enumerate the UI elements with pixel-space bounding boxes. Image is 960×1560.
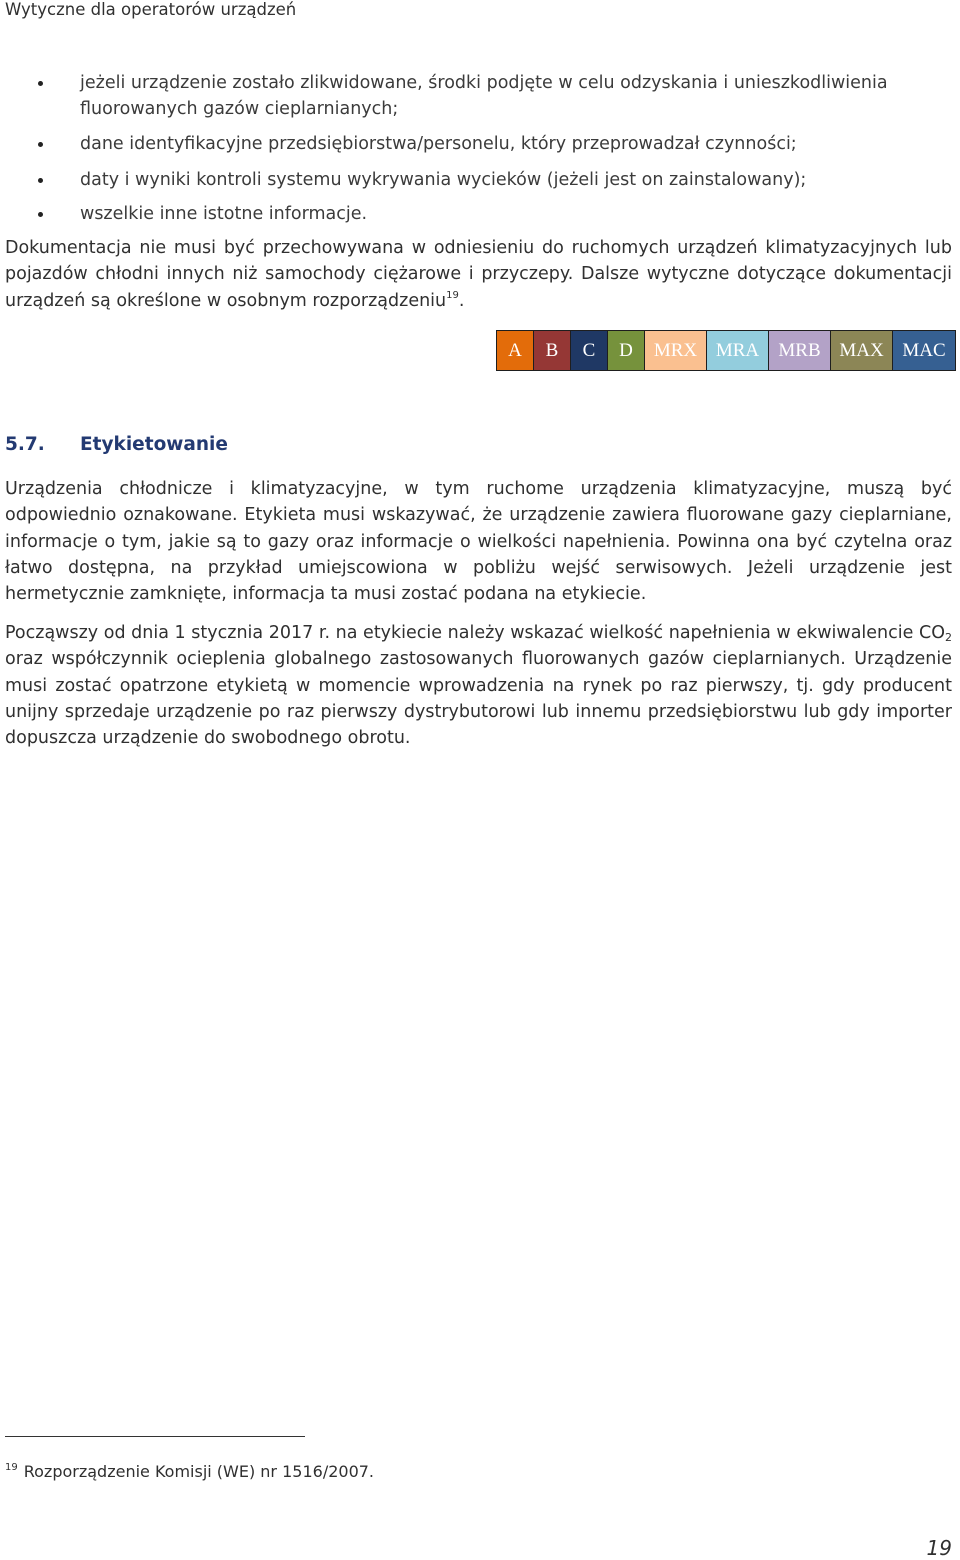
section-heading bbox=[5, 434, 228, 455]
category-code-bar bbox=[496, 330, 956, 371]
bullet-icon bbox=[38, 212, 43, 217]
list-item-line: wszelkie inne istotne informacje. bbox=[80, 204, 368, 224]
category-code-mac: MAC bbox=[893, 331, 955, 370]
section-title: Etykietowanie bbox=[80, 434, 228, 455]
section-number: 5.7. bbox=[5, 434, 45, 455]
running-header: Wytyczne dla operatorów urządzeń bbox=[5, 0, 297, 19]
category-code-mra: MRA bbox=[707, 331, 769, 370]
category-code-max: MAX bbox=[831, 331, 893, 370]
footnote-separator bbox=[5, 1436, 305, 1437]
category-code-d: D bbox=[608, 331, 645, 370]
subscript: 2 bbox=[945, 631, 952, 644]
paragraph-end: . bbox=[458, 290, 465, 311]
category-code-b: B bbox=[534, 331, 571, 370]
bullet-icon bbox=[38, 81, 43, 86]
page-number: 19 bbox=[926, 1536, 952, 1560]
footnote-text: Rozporządzenie Komisji (WE) nr 1516/2007. bbox=[23, 1462, 375, 1481]
label-requirements-paragraph bbox=[5, 620, 952, 751]
paragraph-text: Dokumentacja nie musi być przechowywana w odniesieniu do ruchomych urządzeń klimatyzacyjnych lub pojazdów chłodni innych niż samochody ciężarowe i przyczepy. Dalsze wytyczne dotyczące dokumentacji urządzeń są określone w osobnym rozporządzeniu bbox=[5, 238, 952, 311]
paragraph-text: Począwszy od dnia 1 stycznia 2017 r. na etykiecie należy wskazać wielkość napełnienia w ekwiwalencie CO bbox=[5, 623, 945, 643]
list-item-line: jeżeli urządzenie zostało zlikwidowane, środki podjęte w celu odzyskania i unieszkodliwienia bbox=[80, 73, 888, 93]
category-code-c: C bbox=[571, 331, 608, 370]
footnote-marker: 19 bbox=[5, 1462, 18, 1473]
documentation-paragraph bbox=[5, 235, 952, 314]
category-code-mrx: MRX bbox=[645, 331, 707, 370]
footnote-reference[interactable]: 19 bbox=[446, 289, 459, 301]
category-code-mrb: MRB bbox=[769, 331, 831, 370]
list-item-line: daty i wyniki kontroli systemu wykrywania wycieków (jeżeli jest on zainstalowany); bbox=[80, 170, 807, 190]
list-item-line: fluorowanych gazów cieplarnianych; bbox=[80, 99, 399, 119]
bullet-icon bbox=[38, 142, 43, 147]
paragraph-text: oraz współczynnik ocieplenia globalnego zastosowanych fluorowanych gazów cieplarnianych. Urządzenie musi zostać opatrzone etykietą w momencie wprowadzenia na rynek po raz pierwszy, tj. gdy producent unijny sprzedaje urządzenie po raz pierwszy dystrybutorowi lub innemu przedsiębiorstwu lub gdy importer dopuszcza urządzenie do swobodnego obrotu. bbox=[5, 649, 952, 749]
list-item-line: dane identyfikacyjne przedsiębiorstwa/personelu, który przeprowadzał czynności; bbox=[80, 134, 797, 154]
bullet-icon bbox=[38, 178, 43, 183]
labelling-paragraph: Urządzenia chłodnicze i klimatyzacyjne, w tym ruchome urządzenia klimatyzacyjne, muszą być odpowiednio oznakowane. Etykieta musi wskazywać, że urządzenie zawiera fluorowane gazy cieplarniane, informacje o tym, jakie są to gazy oraz informacje o wielkości napełnienia. Powinna ona być czytelna oraz łatwo dostępna, na przykład umiejscowiona w pobliżu wejść serwisowych. Jeżeli urządzenie jest hermetycznie zamknięte, informacja ta musi zostać podana na etykiecie. bbox=[5, 479, 952, 605]
footnote bbox=[5, 1462, 374, 1481]
category-code-a: A bbox=[497, 331, 534, 370]
